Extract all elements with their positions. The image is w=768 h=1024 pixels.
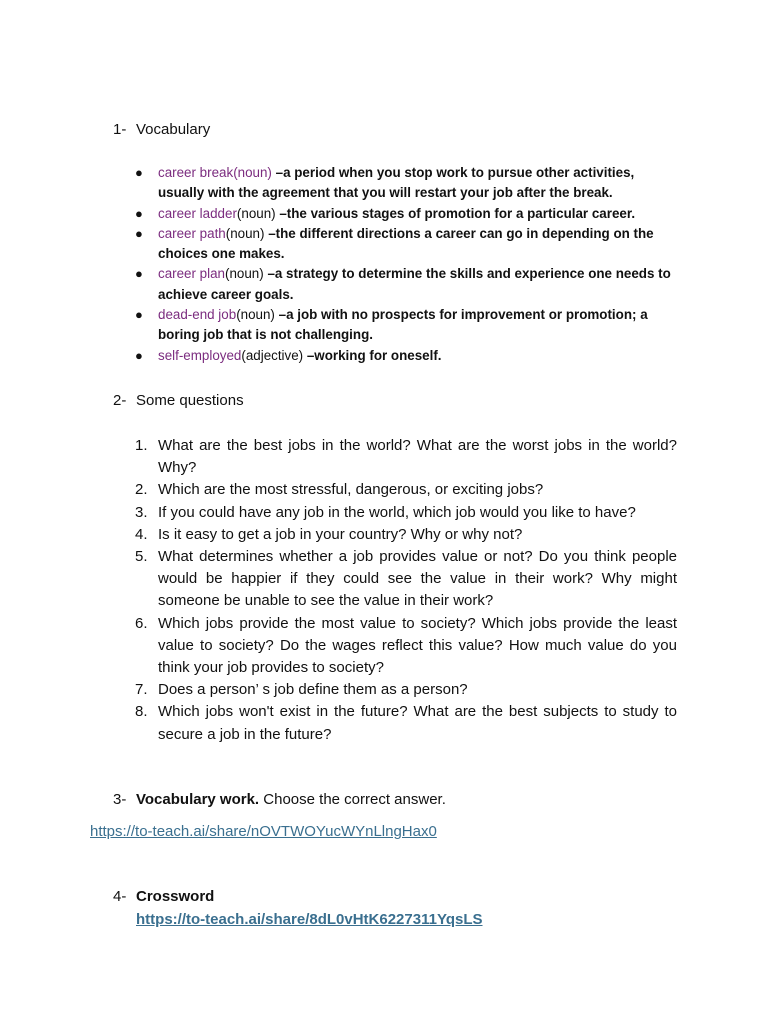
vocab-pos: (noun) <box>225 266 264 282</box>
question-number: 6. <box>135 614 148 632</box>
questions-list <box>135 435 677 746</box>
question-number: 8. <box>135 703 148 721</box>
vocab-definition: –a strategy to determine the skills and experience one needs to achieve career goals. <box>158 266 671 302</box>
vocab-definition: –working for oneself. <box>303 347 442 363</box>
section-heading-questions <box>113 391 244 411</box>
vocab-item <box>135 204 675 224</box>
section-title: Crossword <box>136 888 215 905</box>
question-text: Is it easy to get a job in your country? Why or why not? <box>158 525 523 543</box>
question-item <box>135 679 677 701</box>
section-heading-vocabulary <box>113 120 210 140</box>
question-text: If you could have any job in the world, which job would you like to have? <box>158 503 636 521</box>
bullet-icon: ● <box>135 225 143 241</box>
bullet-icon: ● <box>135 205 143 221</box>
question-text: What are the best jobs in the world? What are the worst jobs in the world? Why? <box>158 437 677 477</box>
section-heading-vocab-work <box>113 790 446 810</box>
question-item <box>135 701 677 745</box>
vocab-pos: (noun) <box>233 165 272 180</box>
vocab-item <box>135 264 675 305</box>
vocab-item <box>135 163 675 204</box>
vocab-definition: –a period when you stop work to pursue other activities, usually with the agreement that you will restart your job after the break. <box>158 165 635 201</box>
section-title: Vocabulary <box>136 121 211 138</box>
bullet-icon: ● <box>135 307 143 323</box>
vocab-item <box>135 224 675 265</box>
question-number: 1. <box>135 437 148 454</box>
question-item <box>135 502 677 524</box>
vocab-term: dead-end job <box>158 307 237 323</box>
bullet-icon: ● <box>135 266 143 282</box>
question-item <box>135 613 677 680</box>
vocab-term: career plan <box>158 266 225 282</box>
question-text: Which are the most stressful, dangerous, or exciting jobs? <box>158 481 544 499</box>
bullet-icon: ● <box>135 347 143 363</box>
vocab-pos: (noun) <box>225 225 265 241</box>
vocab-definition: –the various stages of promotion for a particular career. <box>275 205 636 221</box>
vocab-term: career break <box>158 165 234 180</box>
section-number: 4- <box>113 888 127 905</box>
vocab-definition: –the different directions a career can go in depending on the choices one makes. <box>158 225 654 262</box>
section-heading-crossword <box>113 887 214 907</box>
vocab-term: career ladder <box>158 205 237 221</box>
question-text: Which jobs won't exist in the future? What are the best subjects to study to secure a job in the future? <box>158 703 677 743</box>
vocab-pos: (noun) <box>236 307 275 323</box>
vocab-term: career path <box>158 225 226 241</box>
vocab-term: self-employed <box>158 347 242 363</box>
question-item <box>135 524 677 546</box>
section-number: 2- <box>113 392 127 409</box>
vocab-pos: (adjective) <box>241 347 304 363</box>
question-item <box>135 479 677 501</box>
question-number: 7. <box>135 681 148 699</box>
question-item <box>135 546 677 613</box>
question-number: 2. <box>135 481 148 499</box>
question-number: 5. <box>135 548 148 566</box>
vocab-item <box>135 305 675 346</box>
section-title-rest: Choose the correct answer. <box>259 791 446 808</box>
section-title-bold: Vocabulary work. <box>136 791 260 808</box>
bullet-icon: ● <box>135 165 143 180</box>
vocab-pos: (noun) <box>236 205 276 221</box>
question-text: Does a person’ s job define them as a person? <box>158 681 468 699</box>
section-number: 1- <box>113 121 127 138</box>
section-title: Some questions <box>136 392 244 409</box>
vocab-definition: –a job with no prospects for improvement or promotion; a boring job that is not challenging. <box>158 307 648 343</box>
question-number: 4. <box>135 525 148 543</box>
question-number: 3. <box>135 503 148 521</box>
question-text: Which jobs provide the most value to society? Which jobs provide the least value to society? Do the wages reflect this value? How much value do you think your job provides to society? <box>158 614 677 677</box>
vocab-work-link[interactable]: https://to-teach.ai/share/nOVTWOYucWYnLlngHax0 <box>90 823 437 840</box>
section-number: 3- <box>113 791 127 808</box>
crossword-link[interactable]: https://to-teach.ai/share/8dL0vHtK6227311YqsLS <box>136 911 483 928</box>
question-text: What determines whether a job provides value or not? Do you think people would be happier if they could see the value in their work? Why might someone be unable to see the value in their work? <box>158 548 677 610</box>
question-item <box>135 435 677 479</box>
vocab-item <box>135 346 675 366</box>
vocabulary-list <box>135 163 675 366</box>
